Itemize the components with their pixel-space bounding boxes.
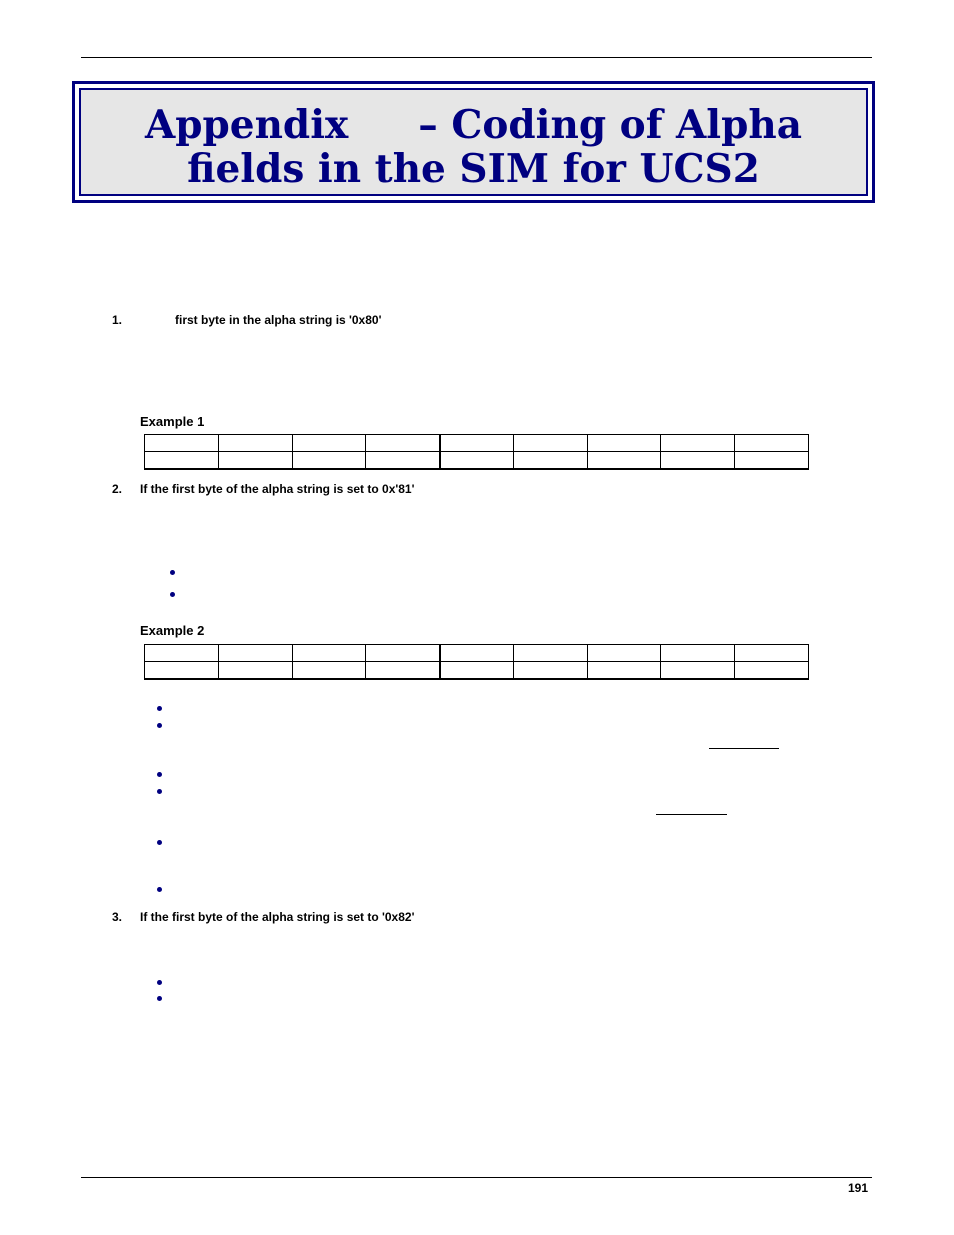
table-cell (366, 435, 440, 452)
title-line1-part1: Appendix (144, 102, 349, 148)
section-3-text: If the first byte of the alpha string is set to '0x82' (140, 910, 415, 924)
table-cell (513, 435, 587, 452)
section-1-text: first byte in the alpha string is '0x80' (175, 313, 382, 327)
bullet-icon (157, 887, 162, 892)
table-cell (735, 452, 809, 470)
table-cell (587, 452, 661, 470)
bullet-icon (157, 706, 162, 711)
header-rule (81, 57, 872, 58)
table-cell (440, 645, 514, 662)
bullet-icon (157, 789, 162, 794)
table-cell (292, 662, 366, 680)
table-cell (513, 452, 587, 470)
table-cell (661, 645, 735, 662)
table-cell (292, 645, 366, 662)
table-cell (218, 435, 292, 452)
table-cell (587, 435, 661, 452)
page-number: 191 (847, 1181, 868, 1195)
bullet-icon (157, 772, 162, 777)
table-cell (218, 662, 292, 680)
section-3-heading (112, 910, 414, 924)
underline-rule (709, 748, 779, 749)
bullet-icon (170, 592, 175, 597)
table-cell (292, 435, 366, 452)
example-2-label: Example 2 (140, 623, 205, 638)
example-1-table (144, 434, 809, 470)
section-1-heading (112, 313, 381, 327)
bullet-icon (170, 570, 175, 575)
section-2-text: If the first byte of the alpha string is set to 0x'81' (140, 482, 415, 496)
table-cell (145, 435, 219, 452)
bullet-icon (157, 996, 162, 1001)
bullet-icon (157, 980, 162, 985)
table-cell (587, 662, 661, 680)
table-cell (366, 662, 440, 680)
section-2-heading (112, 482, 414, 496)
bullet-icon (157, 723, 162, 728)
table-cell (145, 645, 219, 662)
table-cell (513, 662, 587, 680)
footer-rule (81, 1177, 872, 1178)
table-cell (440, 435, 514, 452)
table-cell (661, 662, 735, 680)
table-cell (440, 452, 514, 470)
title-line1-part2: – Coding of Alpha (418, 102, 803, 148)
title-line2: fields in the SIM for UCS2 (187, 146, 760, 192)
table-cell (366, 645, 440, 662)
table-cell (145, 662, 219, 680)
table-cell (366, 452, 440, 470)
table-row (145, 662, 809, 680)
title-banner (72, 81, 875, 203)
table-cell (587, 645, 661, 662)
underline-rule (656, 814, 727, 815)
section-3-number: 3. (112, 910, 123, 924)
table-cell (661, 435, 735, 452)
table-cell (735, 662, 809, 680)
table-cell (735, 435, 809, 452)
section-1-number: 1. (112, 313, 123, 327)
table-row (145, 645, 809, 662)
table-row (145, 452, 809, 470)
page-title (81, 103, 866, 191)
table-cell (735, 645, 809, 662)
section-2-number: 2. (112, 482, 123, 496)
table-cell (292, 452, 366, 470)
example-1-label: Example 1 (140, 414, 205, 429)
table-cell (661, 452, 735, 470)
bullet-icon (157, 840, 162, 845)
table-cell (218, 645, 292, 662)
table-row (145, 435, 809, 452)
table-cell (218, 452, 292, 470)
title-banner-inner (79, 88, 868, 196)
table-cell (440, 662, 514, 680)
table-cell (145, 452, 219, 470)
table-cell (513, 645, 587, 662)
example-2-table (144, 644, 809, 680)
